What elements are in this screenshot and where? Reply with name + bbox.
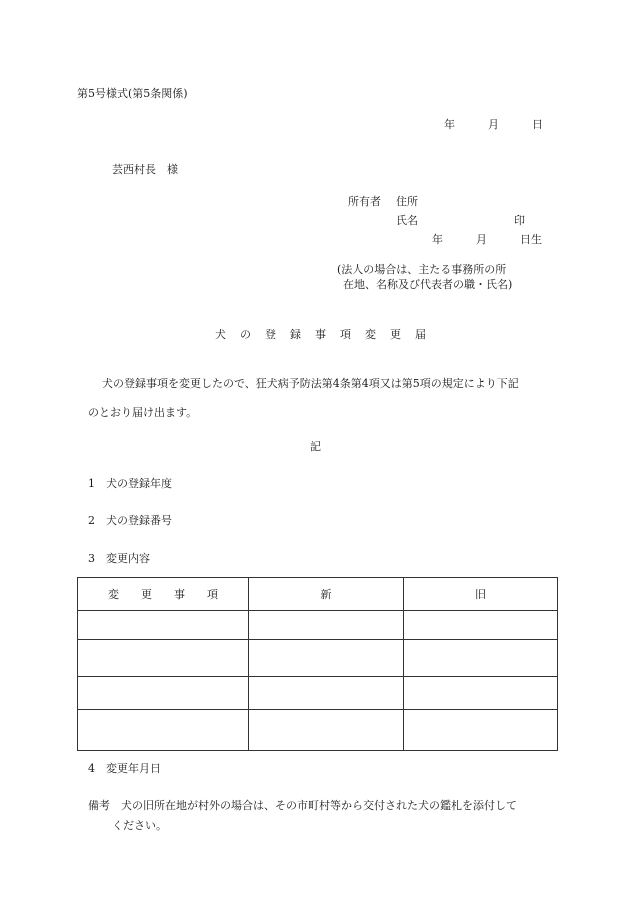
remark-line1: 備考 犬の旧所在地が村外の場合は、その市町村等から交付された犬の鑑札を添付して [88,799,517,812]
table-row [78,640,558,677]
body-text-line2: のとおり届け出ます。 [88,406,198,419]
corporate-note-line2: 在地、名称及び代表者の職・氏名) [343,278,513,291]
birth-month-label: 月 [476,233,487,246]
ki-heading: 記 [310,440,321,453]
seal-mark: 印 [514,214,525,227]
corporate-note-line1: (法人の場合は、主たる事務所の所 [337,263,507,276]
birth-year-label: 年 [432,233,443,246]
submission-date [444,119,543,130]
birth-day-label: 日生 [520,233,542,246]
addressee: 芸西村長 様 [112,163,178,176]
item-change-details: 3 変更内容 [88,552,150,565]
table-cell [78,640,249,677]
header-new: 新 [249,578,404,611]
table-row [78,677,558,710]
owner-name-label: 氏名 [396,214,418,227]
table-row [78,710,558,751]
date-day-label: 日 [532,118,543,131]
header-change-item: 変 更 事 項 [78,578,249,611]
owner-label: 所有者 [348,195,381,208]
item-change-date: 4 変更年月日 [88,762,161,775]
table-cell [78,677,249,710]
owner-birthdate [432,234,542,245]
table-cell [249,611,404,640]
body-text-line1: 犬の登録事項を変更したので、狂犬病予防法第4条第4項又は第5項の規定により下記 [102,377,519,390]
date-month-label: 月 [488,118,499,131]
table-cell [404,611,558,640]
table-cell [404,640,558,677]
change-details-table [77,577,558,751]
table-cell [78,710,249,751]
item-registration-number: 2 犬の登録番号 [88,514,172,527]
date-year-label: 年 [444,118,455,131]
document-title: 犬の登録事項変更届 [215,328,440,341]
form-label: 第5号様式(第5条関係) [77,87,188,100]
owner-address-label: 住所 [396,195,418,208]
table-cell [78,611,249,640]
table-cell [249,710,404,751]
table-row [78,611,558,640]
table-cell [404,677,558,710]
table-cell [404,710,558,751]
item-registration-year: 1 犬の登録年度 [88,477,172,490]
table-cell [249,640,404,677]
remark-line2: ください。 [112,819,167,832]
table-cell [249,677,404,710]
header-old: 旧 [404,578,558,611]
